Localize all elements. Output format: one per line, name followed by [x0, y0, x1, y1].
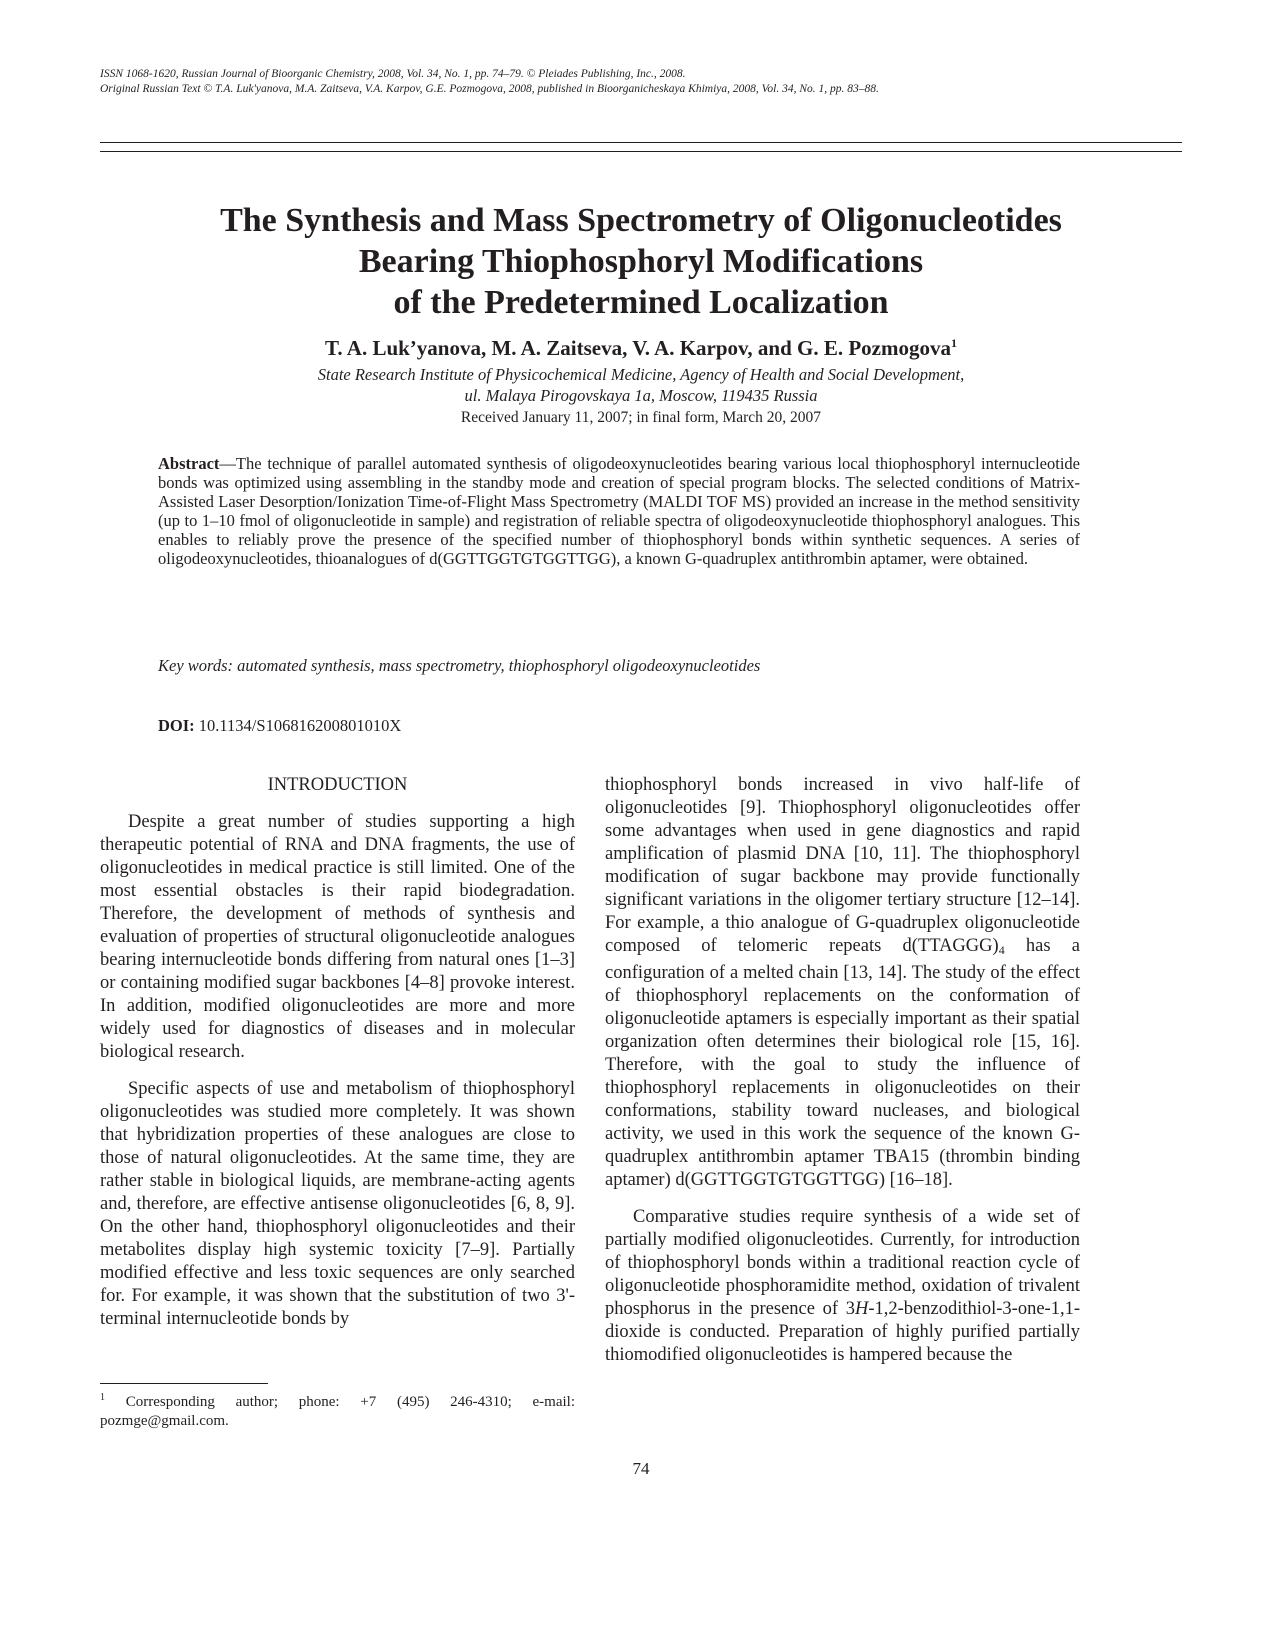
- doi-label: DOI:: [158, 716, 195, 735]
- issn-line: ISSN 1068-1620, Russian Journal of Bioorganic Chemistry, 2008, Vol. 34, No. 1, pp. 74–79. © Pleiades Publishing, Inc., 2008.: [100, 68, 686, 80]
- abstract-label: Abstract: [158, 454, 220, 473]
- title-line-3: of the Predetermined Localization: [393, 284, 889, 321]
- abstract-text: —The technique of parallel automated synthesis of oligodeoxynucleotides bearing various local thiophosphoryl internucleotide bonds was optimized using assembling in the standby mode and creation of special program blocks. The selected conditions of Matrix-Assisted Laser Desorption/Ionization Time-of-Flight Mass Spectrometry (MALDI TOF MS) provided an increase in the method sensitivity (up to 1–10 fmol of oligonucleotide in sample) and registration of reliable spectra of oligodeoxynucleotide thiophosphoryl analogues. This enables to reliably prove the presence of the specified number of thiophosphoryl bonds within synthetic sequences. A series of oligodeoxynucleotides, thioanalogues of d(GGTTGGTGTGGTTGG), a known G-quadruplex antithrombin aptamer, were obtained.: [158, 454, 1080, 568]
- footnote-rule: [100, 1383, 268, 1384]
- left-column: [100, 774, 575, 1331]
- page-number: 74: [632, 1459, 650, 1478]
- section-heading-introduction: INTRODUCTION: [267, 775, 408, 795]
- right-paragraph-1-text-b: has a configuration of a melted chain [13, 14]. The study of the effect of thiophosphoryl replacements on the conformation of oligonucleotide aptamers is especially important as their spatial organization often determines their biological role [15, 16]. Therefore, with the goal to study the influence of thiophosphoryl replacements in oligonucleotides on their conformations, stability toward nucleases, and biological activity, we used in this work the sequence of the known G-quadruplex antithrombin aptamer TBA15 (thrombin binding aptamer) d(GGTTGGTGTGGTTGG) [16–18].: [605, 936, 1081, 1190]
- right-column: [605, 774, 1080, 1367]
- affiliation-line-2: ul. Malaya Pirogovskaya 1a, Moscow, 119435 Russia: [464, 386, 818, 405]
- paper-title: [100, 200, 1182, 323]
- header-rule-top: [100, 142, 1182, 143]
- subscript-4: 4: [998, 943, 1005, 957]
- doi: [158, 715, 1080, 736]
- right-paragraph-2: [605, 1206, 1080, 1367]
- received-dates: Received January 11, 2007; in final form, March 20, 2007: [460, 409, 822, 426]
- footnote-text: Corresponding author; phone: +7 (495) 246-4310; e-mail: pozmge@gmail.com.: [100, 1394, 575, 1429]
- intro-paragraph-2: Specific aspects of use and metabolism of thiophosphoryl oligonucleotides was studied more completely. It was shown that hybridization properties of these analogues are close to those of natural oligonucleotides. At the same time, they are rather stable in biological liquids, are membrane-acting agents and, therefore, are effective antisense oligonucleotides [6, 8, 9]. On the other hand, thiophosphoryl oligonucleotides and their metabolites display high systemic toxicity [7–9]. Partially modified effective and less toxic sequences are only searched for. For example, it was shown that the substitution of two 3'-terminal internucleotide bonds by: [100, 1079, 575, 1329]
- right-paragraph-2-text-a: Comparative studies require synthesis of a wide set of partially modified oligonucleotides. Currently, for introduction of thiophosphoryl bonds within a traditional reaction cycle of oligonucleotide phosphoramidite method, oxidation of trivalent phosphorus in the presence of 3: [605, 1207, 1080, 1319]
- author-names: T. A. Luk’yanova, M. A. Zaitseva, V. A. Karpov, and G. E. Pozmogova: [324, 336, 951, 360]
- header-rule-bottom: [100, 151, 1182, 152]
- journal-header: [100, 67, 1190, 97]
- right-paragraph-2-text-b: -1,2-benzodithiol-3-one-1,1-dioxide is conducted. Preparation of highly purified partially thiomodified oligonucleotides is hampered because the: [605, 1299, 1080, 1365]
- original-text-line: Original Russian Text © T.A. Luk'yanova, M.A. Zaitseva, V.A. Karpov, G.E. Pozmogova, 2008, published in Bioorganicheskaya Khimiya, 2008, Vol. 34, No. 1, pp. 83–88.: [100, 83, 879, 95]
- right-paragraph-1: [605, 774, 1080, 1192]
- doi-value: 10.1134/S106816200801010X: [198, 716, 402, 735]
- keywords: Key words: automated synthesis, mass spectrometry, thiophosphoryl oligodeoxynucleotides: [158, 656, 761, 675]
- author-list: [100, 330, 1182, 361]
- title-line-2: Bearing Thiophosphoryl Modifications: [358, 243, 924, 280]
- right-paragraph-1-text-a: thiophosphoryl bonds increased in vivo half-life of oligonucleotides [9]. Thiophosphoryl oligonucleotides offer some advantages when used in gene diagnostics and rapid amplification of plasmid DNA [10, 11]. The thiophosphoryl modification of sugar backbone may provide functionally significant variations in the oligomer tertiary structure [12–14]. For example, a thio analogue of G-quadruplex oligonucleotide composed of telomeric repeats d(TTAGGG): [605, 775, 1080, 956]
- affiliation-line-1: State Research Institute of Physicochemical Medicine, Agency of Health and Social Development,: [317, 365, 965, 384]
- author-footnote-mark: 1: [951, 336, 957, 350]
- abstract: [158, 455, 1080, 568]
- affiliation: [100, 364, 1182, 406]
- italic-h: H: [854, 1299, 869, 1319]
- intro-paragraph-1: Despite a great number of studies supporting a high therapeutic potential of RNA and DNA fragments, the use of oligonucleotides in medical practice is still limited. One of the most essential obstacles is their rapid biodegradation. Therefore, the development of methods of synthesis and evaluation of properties of structural oligonucleotide analogues bearing internucleotide bonds differing from natural ones [1–3] or containing modified sugar backbones [4–8] provoke interest. In addition, modified oligonucleotides are more and more widely used for diagnostics of diseases and in molecular biological research.: [100, 812, 575, 1062]
- footnote-mark: 1: [100, 1392, 105, 1403]
- footnote: [100, 1388, 575, 1431]
- title-line-1: The Synthesis and Mass Spectrometry of Oligonucleotides: [220, 202, 1062, 239]
